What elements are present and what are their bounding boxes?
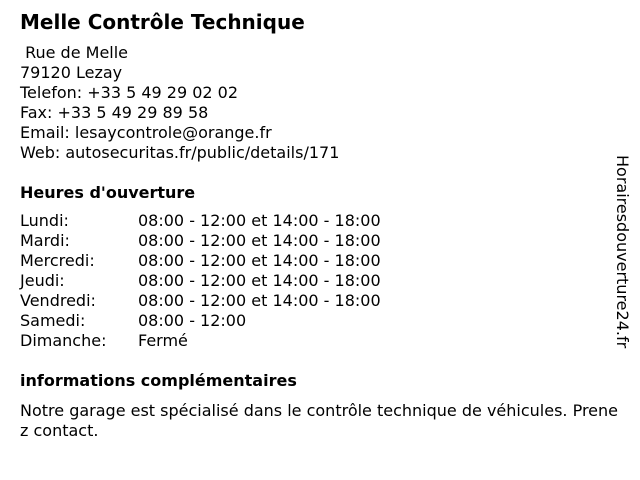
day-label: Samedi: (20, 311, 86, 330)
business-card (20, 8, 620, 441)
opening-hours-heading: Heures d'ouverture (20, 183, 196, 202)
hours-row (20, 211, 620, 231)
contact-block (20, 43, 620, 163)
time-range: 08:00 - 12:00 et 14:00 - 18:00 (138, 251, 381, 270)
email-address: Email: lesaycontrole@orange.fr (20, 123, 272, 142)
page-title: Melle Contrôle Technique (20, 10, 305, 34)
day-label: Lundi: (20, 211, 69, 230)
hours-row (20, 311, 620, 331)
time-range: Fermé (138, 331, 188, 350)
additional-info-heading: informations complémentaires (20, 371, 297, 390)
street-address: Rue de Melle (20, 43, 129, 62)
day-label: Dimanche: (20, 331, 107, 350)
time-range: 08:00 - 12:00 et 14:00 - 18:00 (138, 271, 381, 290)
additional-info-text: Notre garage est spécialisé dans le contrôle technique de véhicules. Prenez contact. (20, 401, 618, 440)
hours-row (20, 331, 620, 351)
time-range: 08:00 - 12:00 et 14:00 - 18:00 (138, 231, 381, 250)
phone-number: Telefon: +33 5 49 29 02 02 (20, 83, 239, 102)
day-label: Mardi: (20, 231, 70, 250)
postal-city: 79120 Lezay (20, 63, 123, 82)
website-address: Web: autosecuritas.fr/public/details/171 (20, 143, 340, 162)
hours-row (20, 231, 620, 251)
side-watermark-text: Horairesdouverture24.fr (613, 155, 632, 349)
opening-hours-table (20, 211, 620, 351)
time-range: 08:00 - 12:00 (138, 311, 247, 330)
time-range: 08:00 - 12:00 et 14:00 - 18:00 (138, 291, 381, 310)
hours-row (20, 251, 620, 271)
day-label: Jeudi: (20, 271, 65, 290)
time-range: 08:00 - 12:00 et 14:00 - 18:00 (138, 211, 381, 230)
day-label: Vendredi: (20, 291, 96, 310)
fax-number: Fax: +33 5 49 29 89 58 (20, 103, 209, 122)
hours-row (20, 271, 620, 291)
hours-row (20, 291, 620, 311)
day-label: Mercredi: (20, 251, 95, 270)
